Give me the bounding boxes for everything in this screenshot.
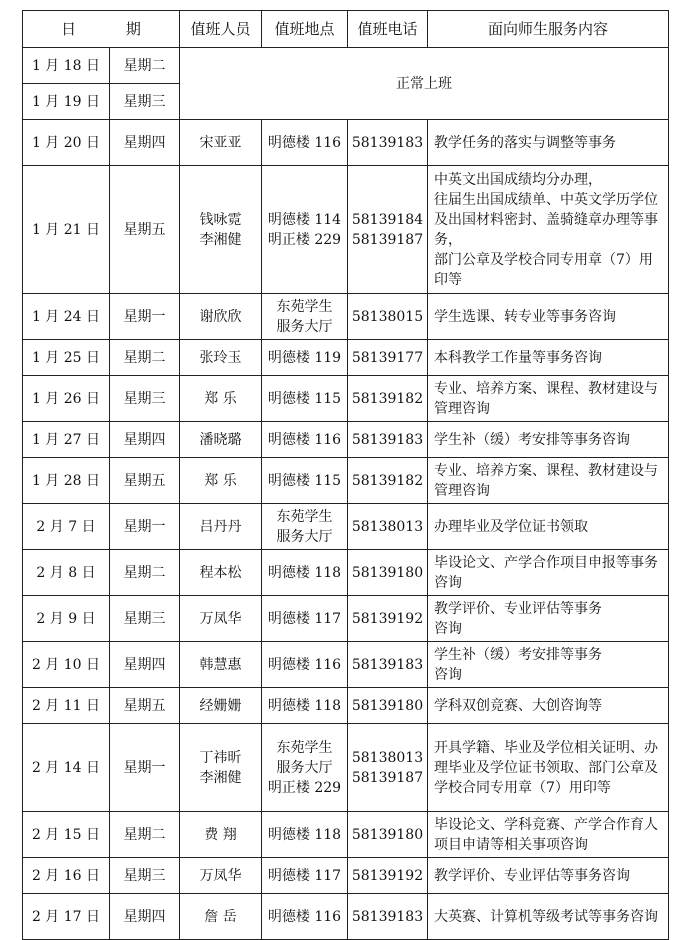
location-cell: 明德楼 116 (262, 894, 348, 940)
content-cell: 教学评价、专业评估等事务 咨询 (428, 596, 669, 642)
date-cell: 2 月 7 日 (23, 504, 110, 550)
table-row (23, 724, 669, 812)
table-row (23, 376, 669, 422)
table-row (23, 294, 669, 340)
content-cell: 本科教学工作量等事务咨询 (428, 340, 669, 376)
header-content: 面向师生服务内容 (428, 11, 669, 48)
content-cell: 学科双创竞赛、大创咨询等 (428, 688, 669, 724)
date-cell: 1 月 18 日 (23, 48, 110, 84)
staff-cell: 潘晓璐 (180, 422, 262, 458)
weekday-cell: 星期四 (110, 422, 180, 458)
date-cell: 2 月 11 日 (23, 688, 110, 724)
phone-cell: 58139180 (348, 550, 428, 596)
phone-cell: 58138013 (348, 504, 428, 550)
weekday-cell: 星期三 (110, 858, 180, 894)
staff-cell: 费 翔 (180, 812, 262, 858)
date-cell: 2 月 16 日 (23, 858, 110, 894)
weekday-cell: 星期二 (110, 48, 180, 84)
phone-cell: 58139182 (348, 458, 428, 504)
staff-cell: 万凤华 (180, 596, 262, 642)
content-cell: 毕设论文、学科竞赛、产学合作育人项目申请等相关事项咨询 (428, 812, 669, 858)
staff-cell: 宋亚亚 (180, 120, 262, 166)
phone-cell: 58139183 (348, 642, 428, 688)
table-row (23, 688, 669, 724)
date-cell: 1 月 26 日 (23, 376, 110, 422)
header-date: 日 期 (23, 11, 180, 48)
location-cell: 东苑学生 服务大厅 明正楼 229 (262, 724, 348, 812)
weekday-cell: 星期三 (110, 376, 180, 422)
date-cell: 2 月 9 日 (23, 596, 110, 642)
staff-cell: 吕丹丹 (180, 504, 262, 550)
weekday-cell: 星期五 (110, 166, 180, 294)
phone-cell: 58138015 (348, 294, 428, 340)
content-cell: 专业、培养方案、课程、教材建设与管理咨询 (428, 376, 669, 422)
location-cell: 东苑学生 服务大厅 (262, 294, 348, 340)
weekday-cell: 星期二 (110, 812, 180, 858)
location-cell: 明德楼 117 (262, 858, 348, 894)
phone-cell: 58138013 58139187 (348, 724, 428, 812)
phone-cell: 58139183 (348, 422, 428, 458)
weekday-cell: 星期一 (110, 724, 180, 812)
staff-cell: 张玲玉 (180, 340, 262, 376)
table-row (23, 812, 669, 858)
staff-cell: 郑 乐 (180, 458, 262, 504)
location-cell: 明德楼 118 (262, 550, 348, 596)
header-row (23, 11, 669, 48)
staff-cell: 韩慧惠 (180, 642, 262, 688)
table-row (23, 340, 669, 376)
table-row (23, 596, 669, 642)
phone-cell: 58139180 (348, 688, 428, 724)
weekday-cell: 星期四 (110, 120, 180, 166)
weekday-cell: 星期二 (110, 340, 180, 376)
table-row (23, 550, 669, 596)
weekday-cell: 星期四 (110, 642, 180, 688)
staff-cell: 詹 岳 (180, 894, 262, 940)
phone-cell: 58139192 (348, 596, 428, 642)
content-cell: 教学任务的落实与调整等事务 (428, 120, 669, 166)
date-cell: 1 月 25 日 (23, 340, 110, 376)
phone-cell: 58139192 (348, 858, 428, 894)
header-location: 值班地点 (262, 11, 348, 48)
date-cell: 1 月 27 日 (23, 422, 110, 458)
staff-cell: 经姗姗 (180, 688, 262, 724)
phone-cell: 58139182 (348, 376, 428, 422)
content-cell: 学生选课、转专业等事务咨询 (428, 294, 669, 340)
location-cell: 明德楼 116 (262, 642, 348, 688)
date-cell: 1 月 21 日 (23, 166, 110, 294)
weekday-cell: 星期一 (110, 504, 180, 550)
weekday-cell: 星期一 (110, 294, 180, 340)
content-cell: 开具学籍、毕业及学位相关证明、办理毕业及学位证书领取、部门公章及学校合同专用章（7）用印等 (428, 724, 669, 812)
date-cell: 1 月 24 日 (23, 294, 110, 340)
location-cell: 明德楼 116 (262, 120, 348, 166)
table-row (23, 120, 669, 166)
table-row (23, 894, 669, 940)
table-row (23, 504, 669, 550)
content-cell: 教学评价、专业评估等事务咨询 (428, 858, 669, 894)
table-row (23, 458, 669, 504)
table-row (23, 422, 669, 458)
staff-cell: 郑 乐 (180, 376, 262, 422)
table-row (23, 166, 669, 294)
table-row (23, 48, 669, 84)
weekday-cell: 星期五 (110, 458, 180, 504)
weekday-cell: 星期三 (110, 596, 180, 642)
location-cell: 明德楼 114 明正楼 229 (262, 166, 348, 294)
phone-cell: 58139184 58139187 (348, 166, 428, 294)
phone-cell: 58139183 (348, 120, 428, 166)
content-cell: 毕设论文、产学合作项目申报等事务咨询 (428, 550, 669, 596)
header-phone: 值班电话 (348, 11, 428, 48)
phone-cell: 58139177 (348, 340, 428, 376)
weekday-cell: 星期三 (110, 84, 180, 120)
date-cell: 2 月 10 日 (23, 642, 110, 688)
weekday-cell: 星期五 (110, 688, 180, 724)
table-row (23, 858, 669, 894)
content-cell: 专业、培养方案、课程、教材建设与管理咨询 (428, 458, 669, 504)
location-cell: 明德楼 118 (262, 812, 348, 858)
table-row (23, 642, 669, 688)
date-cell: 2 月 8 日 (23, 550, 110, 596)
content-cell: 学生补（缓）考安排等事务 咨询 (428, 642, 669, 688)
staff-cell: 谢欣欣 (180, 294, 262, 340)
header-staff: 值班人员 (180, 11, 262, 48)
location-cell: 明德楼 115 (262, 458, 348, 504)
location-cell: 明德楼 116 (262, 422, 348, 458)
location-cell: 明德楼 115 (262, 376, 348, 422)
weekday-cell: 星期四 (110, 894, 180, 940)
date-cell: 1 月 19 日 (23, 84, 110, 120)
location-cell: 东苑学生 服务大厅 (262, 504, 348, 550)
duty-schedule-table (22, 10, 669, 940)
date-cell: 2 月 15 日 (23, 812, 110, 858)
content-cell: 大英赛、计算机等级考试等事务咨询 (428, 894, 669, 940)
content-cell: 中英文出国成绩均分办理， 往届生出国成绩单、中英文学历学位及出国材料密封、盖骑缝章办理等事务， 部门公章及学校合同专用章（7）用印等 (428, 166, 669, 294)
content-cell: 办理毕业及学位证书领取 (428, 504, 669, 550)
location-cell: 明德楼 119 (262, 340, 348, 376)
date-cell: 1 月 20 日 (23, 120, 110, 166)
date-cell: 2 月 14 日 (23, 724, 110, 812)
staff-cell: 程本松 (180, 550, 262, 596)
date-cell: 1 月 28 日 (23, 458, 110, 504)
staff-cell: 钱咏霓 李湘健 (180, 166, 262, 294)
date-cell: 2 月 17 日 (23, 894, 110, 940)
staff-cell: 万凤华 (180, 858, 262, 894)
phone-cell: 58139183 (348, 894, 428, 940)
location-cell: 明德楼 118 (262, 688, 348, 724)
weekday-cell: 星期二 (110, 550, 180, 596)
normal-work-cell: 正常上班 (180, 48, 669, 120)
phone-cell: 58139180 (348, 812, 428, 858)
content-cell: 学生补（缓）考安排等事务咨询 (428, 422, 669, 458)
location-cell: 明德楼 117 (262, 596, 348, 642)
staff-cell: 丁祎昕 李湘健 (180, 724, 262, 812)
